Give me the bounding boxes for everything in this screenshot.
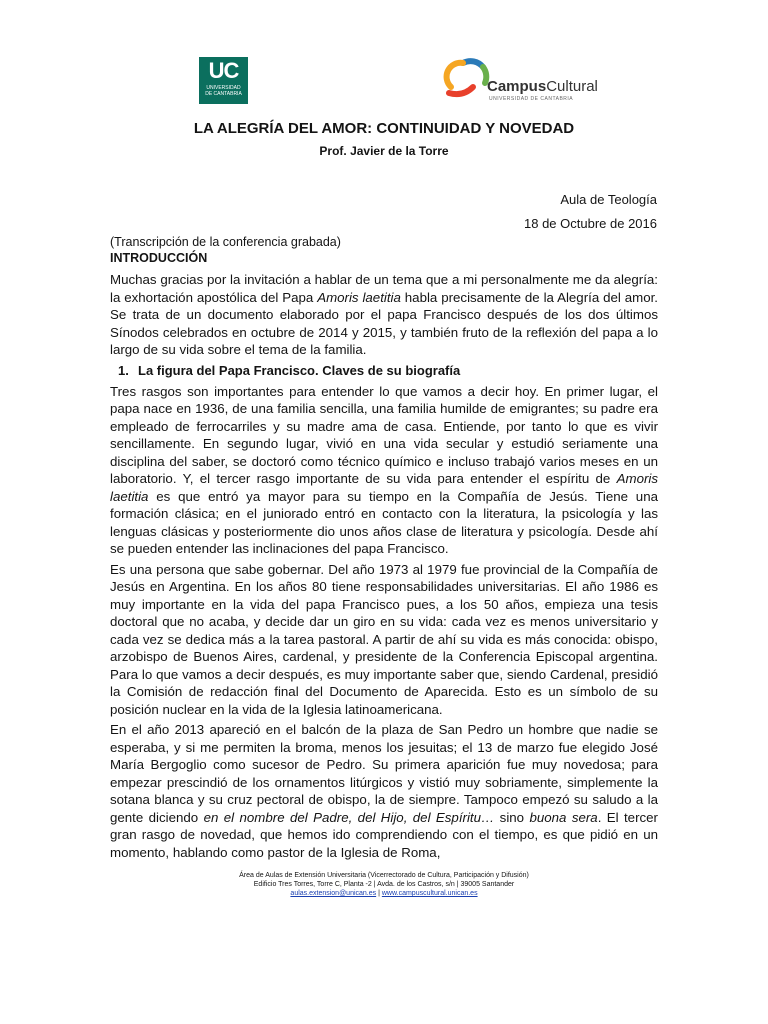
campus-cultural-swirl-icon — [443, 57, 493, 101]
venue: Aula de Teología — [560, 192, 657, 207]
paragraph-2-text-a: Tres rasgos son importantes para entender lo que vamos a decir hoy. En primer lugar, el papa nace en 1936, de una familia sencilla, una familia humilde de emigrantes; su padre era empleado de ferrocarriles y su madre ama de casa. Entiende, por tanto lo que es vivir sencillamente. En segundo lugar, vivió en una vida secular y estudió seriamente una disciplina del saber, se doctoró como técnico químico e incluso trabajó varios meses en un laboratorio. Y, el tercer rasgo importante de su vida para entender el espíritu de — [110, 383, 658, 486]
paragraph-1-text-a: Muchas gracias por la invitación a hablar de un tema que a mi personalmente me da alegría: la exhortación apostólica del Papa — [110, 272, 658, 305]
section-number: 1. — [118, 362, 129, 378]
campus-cultural-subtitle: UNIVERSIDAD DE CANTABRIA — [489, 96, 574, 102]
paragraph-4 — [110, 721, 658, 861]
document-body — [110, 271, 658, 864]
uc-logo-line2: DE CANTABRIA — [205, 91, 242, 97]
document-author: Prof. Javier de la Torre — [319, 144, 449, 158]
paragraph-2-italic: Amoris laetitia — [110, 471, 658, 504]
paragraph-4-italic-1: en el nombre del Padre, del Hijo, del Espíritu… — [203, 809, 495, 825]
paragraph-4-text-c: . El tercer gran rasgo de novedad, que hemos ido comprendiendo con el tiempo, es que pidió en un momento, hablando como pastor de la Iglesia de Roma, — [110, 809, 658, 860]
footer-email-link[interactable]: aulas.extension@unican.es — [290, 890, 377, 897]
paragraph-3: Es una persona que sabe gobernar. Del año 1973 al 1979 fue provincial de la Compañía de Jesús en Argentina. En los años 80 tiene responsabilidades universitarias. El año 1986 es muy importante en la vida del papa Francisco pues, a los 50 años, empieza una tesis doctoral que no acaba, y decide dar un giro en su vida: cada vez es menos universitario y cada vez se dedica más a la tarea pastoral. A partir de ahí su vida es más conocida: obispo, arzobispo de Buenos Aires, cardenal, y presidente de la Conferencia Episcopal argentina. Para lo que vamos a decir después, es muy importante saber que, siendo Cardenal, presidió la Comisión de redacción final del Documento de Aparecida. Esto es un símbolo de su posición nuclear en la vida de la Iglesia latinoamericana. — [110, 561, 658, 717]
footer-line-2: Edificio Tres Torres, Torre C, Planta -2 | Avda. de los Castros, s/n | 39005 Santander — [253, 881, 515, 888]
footer-line-1: Área de Aulas de Extensión Universitaria (Vicerrectorado de Cultura, Participación y Difusión) — [239, 872, 529, 879]
document-title: LA ALEGRÍA DEL AMOR: CONTINUIDAD Y NOVEDAD — [193, 120, 575, 137]
footer-web-link[interactable]: www.campuscultural.unican.es — [381, 890, 478, 897]
paragraph-1 — [110, 271, 658, 359]
campus-cultural-logo — [443, 57, 603, 107]
paragraph-2-text-b: es que entró ya mayor para su tiempo en la Compañía de Jesús. Tiene una formación clásica; en el juniorado entró en contacto con la literatura, la psicología y las lenguas clásicas y posteriormente dio unos años clase de literatura y psicología. Desde ahí se pueden entender las inclinaciones del papa Francisco. — [110, 488, 658, 556]
page-footer — [0, 871, 768, 898]
section-heading-1 — [110, 362, 658, 379]
uc-logo-line1: UNIVERSIDAD — [206, 85, 241, 91]
section-label: La figura del Papa Francisco. Claves de su biografía — [138, 362, 461, 378]
transcription-note: (Transcripción de la conferencia grabada) — [110, 235, 341, 249]
uc-logo-letters: UC — [208, 58, 239, 83]
uc-logo-subtitle — [202, 85, 245, 97]
intro-heading: INTRODUCCIÓN — [110, 251, 208, 265]
cultural-word: Cultural — [546, 78, 598, 95]
paragraph-4-text-a: En el año 2013 apareció en el balcón de la plaza de San Pedro un hombre que nadie se esperaba, y si me permiten la broma, menos los jesuitas; el 13 de marzo fue elegido José María Bergoglio como sucesor de Pedro. Su primera aparición fue muy novedosa; para empezar prescindió de los ornamentos litúrgicos y vistió muy sobriamente, simplemente la sotana blanca y su cruz pectoral de obispo, la de siempre. Tampoco empezó su saludo a la gente diciendo — [110, 722, 658, 825]
paragraph-1-text-b: habla precisamente de la Alegría del amor. Se trata de un documento elaborado por el papa Francisco después de los dos últimos Sínodos celebrados en octubre de 2014 y 2015, y también fruto de la reflexión del papa a lo largo de su vida sobre el tema de la familia. — [110, 289, 658, 357]
footer-links — [0, 889, 768, 898]
paragraph-4-text-b: sino — [494, 809, 530, 825]
campus-cultural-wordmark — [487, 79, 598, 95]
date: 18 de Octubre de 2016 — [524, 216, 657, 231]
paragraph-1-italic: Amoris laetitia — [317, 289, 401, 305]
paragraph-4-italic-2: buona sera — [529, 809, 598, 825]
footer-separator: | — [376, 890, 382, 897]
universidad-cantabria-logo — [199, 57, 248, 104]
campus-word: Campus — [487, 78, 547, 95]
paragraph-2 — [110, 383, 658, 558]
